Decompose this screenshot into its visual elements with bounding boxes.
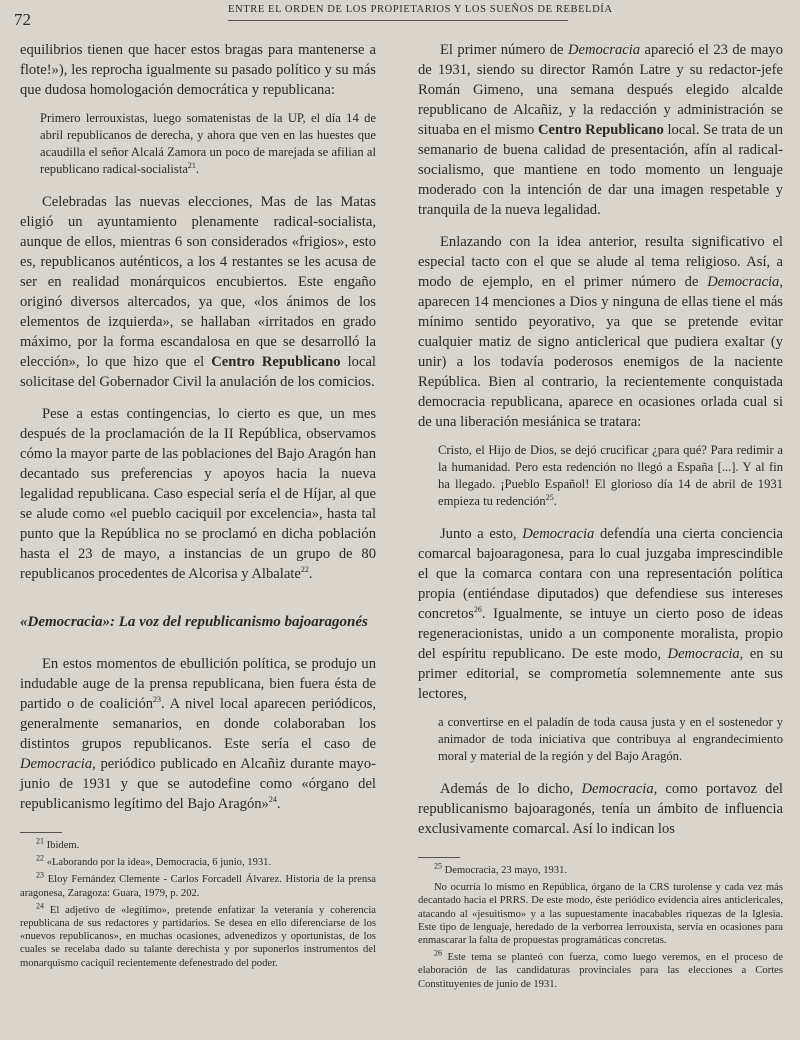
footnote <box>20 870 376 899</box>
footnote <box>20 836 376 852</box>
footnote <box>20 901 376 970</box>
paragraph <box>418 40 783 220</box>
footnotes-right <box>418 861 783 991</box>
footnote-ref[interactable]: 24 <box>268 795 277 805</box>
paragraph-text: Además de lo dicho, <box>440 781 574 797</box>
paragraph: Pese a estas contingencias, lo cierto es que, un mes después de la proclamación de la II República, observamos cómo la mayor parte de las poblaciones del Bajo Aragón han decantado sus preferencias y apoyos hacia la nueva legalidad republicana. Caso especial sería el de Híjar, al que se alude como «el pueblo caciquil por excelencia», hasta tal punto que la República no se proclamó en dicha población hasta el 23 de mayo, a instancias de un grupo de 80 republicanos procedentes de Alcorisa y Albalate$^{22}$. <box>20 406 376 582</box>
footnote-number: 23 <box>36 870 44 880</box>
newspaper-title: Democracia <box>667 646 740 662</box>
footnote-number: 25 <box>434 861 442 871</box>
block-quote: Cristo, el Hijo de Dios, se dejó crucificar ¿para qué? Para redimir a la humanidad. Pero esta redención no llegó a España [...]. Y al fin ha llegado. ¡Pueblo Español! El glorioso día 14 de abril de 1931 empieza tu redención$^{25}$. <box>438 443 783 508</box>
paragraph <box>418 524 783 704</box>
paragraph-text: Enlazando con la idea anterior, resulta significativo el especial tacto con el que se alude al tema religioso. Así, a modo de ejemplo, en el primer número de <box>418 234 783 290</box>
paragraph-text: . Igualmente, se intuye un cierto poso de ideas regeneracionistas, unido a un componente moralista, propio del espíritu republicano. De este modo, <box>418 606 783 662</box>
footnotes-left <box>20 836 376 970</box>
paragraph-text: En estos momentos de ebullición política, se produjo un indudable auge de la prensa republicana, bien fuera ésta de partido o de coalición <box>20 656 376 712</box>
paragraph-text: . A nivel local aparecen periódicos, generalmente semanarios, en donde colaboraban los distintos grupos republicanos. Este sería el caso de <box>20 696 377 752</box>
footnote-ref[interactable]: 21 <box>187 160 196 170</box>
newspaper-title: Democracia <box>581 781 654 797</box>
footnote-number: 22 <box>36 853 44 863</box>
footnote-ref[interactable]: 22 <box>300 565 309 575</box>
left-column <box>20 40 376 974</box>
running-head: ENTRE EL ORDEN DE LOS PROPIETARIOS Y LOS SUEÑOS DE REBELDÍA <box>228 4 613 15</box>
footnote <box>418 861 783 877</box>
footnote-text: Ibidem. <box>46 840 80 851</box>
paragraph-text: , como portavoz del republicanismo bajoaragonés, tenía un ámbito de influencia exclusivamente comarcal. Así lo indican los <box>418 781 783 837</box>
paragraph: En estos momentos de ebullición política, se produjo un indudable auge de la prensa republicana, bien fuera ésta de partido o de coalición$^{23}$. A nivel local aparecen periódicos, generalmente semanarios, en donde colaboraban los distintos grupos republicanos. Este sería el caso de Democracia, periódico publicado en Alcañiz durante mayo-junio de 1931 y que se autodefine como «órgano del republicanismo legítimo del Bajo Aragón»$^{24}$. <box>20 656 377 812</box>
newspaper-title: Democracia <box>567 42 641 58</box>
footnote-text: Democracia, 23 mayo, 1931. <box>444 865 568 876</box>
quote-text: Primero lerrouxistas, luego somatenistas de la UP, el día 14 de abril republicanos de derecha, y ahora que ven en las huestes que acaudilla el señor Alcalá Zamora un poco de marejada se afilian al republicano radical-socialista <box>40 111 376 176</box>
paragraph <box>418 779 783 839</box>
block-quote: Primero lerrouxistas, luego somatenistas de la UP, el día 14 de abril republicanos de derecha, y ahora que ven en las huestes que acaudilla el señor Alcalá Zamora un poco de marejada se afilian al republicano radical-socialista$^{21}$. <box>40 111 376 176</box>
footnote <box>418 881 783 947</box>
footnote <box>418 948 783 991</box>
footnote-text: «Laborando por la idea», Democracia, 6 junio, 1931. <box>46 857 272 869</box>
newspaper-title: Democracia <box>522 526 595 542</box>
footnote-text: No ocurría lo mismo en República, órgano de la CRS turolense y cada vez más decantado hacia el PRRS. De este modo, éste periódico evidencia aires anticlericales, atacando al «jesuitismo» y a las supuestamente inacabables riquezas de la Iglesia. Este tipo de lenguaje, heredado de la verborrea lerrouxista, servía en ocasiones para enmascarar la falta de propuestas programáticas concretas. <box>418 882 783 947</box>
footnote-ref[interactable]: 23 <box>153 695 162 705</box>
paragraph-text: defendía una cierta conciencia comarcal bajoaragonesa, para lo cual juzgaba imprescindible el que la comarca contara con una representación política propia (entiéndase diputados) que defendiese sus intereses concretos <box>418 526 783 622</box>
paragraph <box>418 232 783 432</box>
page-header <box>0 0 800 29</box>
footnote-ref[interactable]: 25 <box>545 492 554 502</box>
header-rule <box>228 20 568 21</box>
paragraph-text: apareció el 23 de mayo de 1931, siendo su director Ramón Latre y su redactor-jefe Román Gimeno, una semana después elegido alcalde republicano de Alcañiz, y la redacción y administración se situaba en el mismo <box>418 42 783 138</box>
footnote <box>20 853 376 869</box>
bold-term: Centro Republicano <box>538 122 664 138</box>
paragraph: equilibrios tienen que hacer estos bragas para mantenerse a flote!»), les reprocha igualmente su pasado político y su más que dudosa homologación democrática y republicana: <box>20 42 376 98</box>
footnote-rule <box>20 832 62 833</box>
footnote-number: 24 <box>36 901 44 911</box>
page-number: 72 <box>14 10 31 29</box>
bold-term: Centro Republicano <box>211 354 341 370</box>
footnote-ref[interactable]: 26 <box>473 605 482 615</box>
section-heading: «Democracia»: La voz del republicanismo bajoaragonés <box>20 614 368 630</box>
quote-text: Cristo, el Hijo de Dios, se dejó crucificar ¿para qué? Para redimir a la humanidad. Pero esta redención no llegó a España [...]. Y al fin ha llegado. ¡Pueblo Español! El glorioso día 14 de abril de 1931 empieza tu redención <box>438 443 783 508</box>
newspaper-title: Democracia <box>20 756 93 772</box>
paragraph-text: Pese a estas contingencias, lo cierto es que, un mes después de la proclamación de la II República, observamos cómo la mayor parte de las poblaciones del Bajo Aragón han decantado sus preferencias y apoyos hacia la nueva legalidad republicana. Caso especial sería el de Híjar, al que se alude como «el pueblo caciquil por excelencia», hasta tal punto que la República no se proclamó en dicha población hasta el 23 de mayo, a instancias de un grupo de 80 republicanos procedentes de Alcorisa y Albalate <box>20 406 376 582</box>
footnote-text: Eloy Fernández Clemente - Carlos Forcadell Álvarez. Historia de la prensa aragonesa, Zaragoza: Guara, 1979, p. 202. <box>20 874 376 899</box>
footnote-number: 21 <box>36 836 44 846</box>
paragraph-text: El primer número de <box>440 42 564 58</box>
footnote-rule <box>418 857 460 858</box>
footnote-number: 26 <box>434 948 442 958</box>
block-quote: a convertirse en el paladín de toda causa justa y en el sostenedor y animador de toda iniciativa que contribuya al engrandecimiento moral y material de la región y del Bajo Aragón. <box>438 715 783 763</box>
paragraph-text: local solicitase del Gobernador Civil la anulación de los comicios. <box>20 354 376 390</box>
newspaper-title: Democracia <box>707 274 780 290</box>
footnote-text: Este tema se planteó con fuerza, como luego veremos, en el proceso de elaboración de las candidaturas provinciales para las elecciones a Cortes Constituyentes de junio de 1931. <box>418 952 783 990</box>
paragraph-text: local. Se trata de un semanario de buena calidad de presentación, afín al radical-socialismo, que mantiene en todo momento un lenguaje moderado con la intención de dar una imagen respetable y tranquila de la nueva legalidad. <box>418 122 783 218</box>
paragraph-text: , en su primer editorial, se comprometía solemnemente ante sus lectores, <box>418 646 783 702</box>
paragraph-text: Celebradas las nuevas elecciones, Mas de las Matas eligió un ayuntamiento plenamente radical-socialista, aunque de ellos, mientras 6 son considerados «frigios», esto es, republicanos auténticos, a los 4 restantes se les acusa de ser en realidad monárquicos encubiertos. Este engaño originó diversos altercados, ya que, «los ánimos de los elementos de izquierda», se hallaban «irritados en grado máximo, por la forma escandalosa en que se desarrolló la elección», lo que hizo que el <box>20 194 376 370</box>
paragraph <box>20 192 376 392</box>
paragraph-text: , aparecen 14 menciones a Dios y ninguna de ellas tiene el más mínimo sentido peyorativo, ya que se pretende evitar cualquier matiz de signo anticlerical que pudiera exaltar (y unir) a los todavía poderosos enemigos de la naciente República. Bien al contrario, la recientemente conquistada democracia republicana, aparece en ocasiones orlada cual si de una liberación mesiánica se tratara: <box>418 274 783 430</box>
right-column <box>418 40 783 995</box>
footnote-text: El adjetivo de «legítimo», pretende enfatizar la veteranía y coherencia republicana de sus redactores y partidarios. Se desea en ello diferenciarse de los «nuevos republicanos», en muchas ocasiones, advenedizos y oportunistas, de los cuales se recelaba dado su talante derechista y por suponerlos instrumentos del monarquismo caciquil recientemente defenestrado del poder. <box>20 904 376 969</box>
paragraph-text: Junto a esto, <box>440 526 517 542</box>
paragraph-text: , periódico publicado en Alcañiz durante mayo-junio de 1931 y que se autodefine como «órgano del republicanismo legítimo del Bajo Aragón» <box>20 756 376 812</box>
